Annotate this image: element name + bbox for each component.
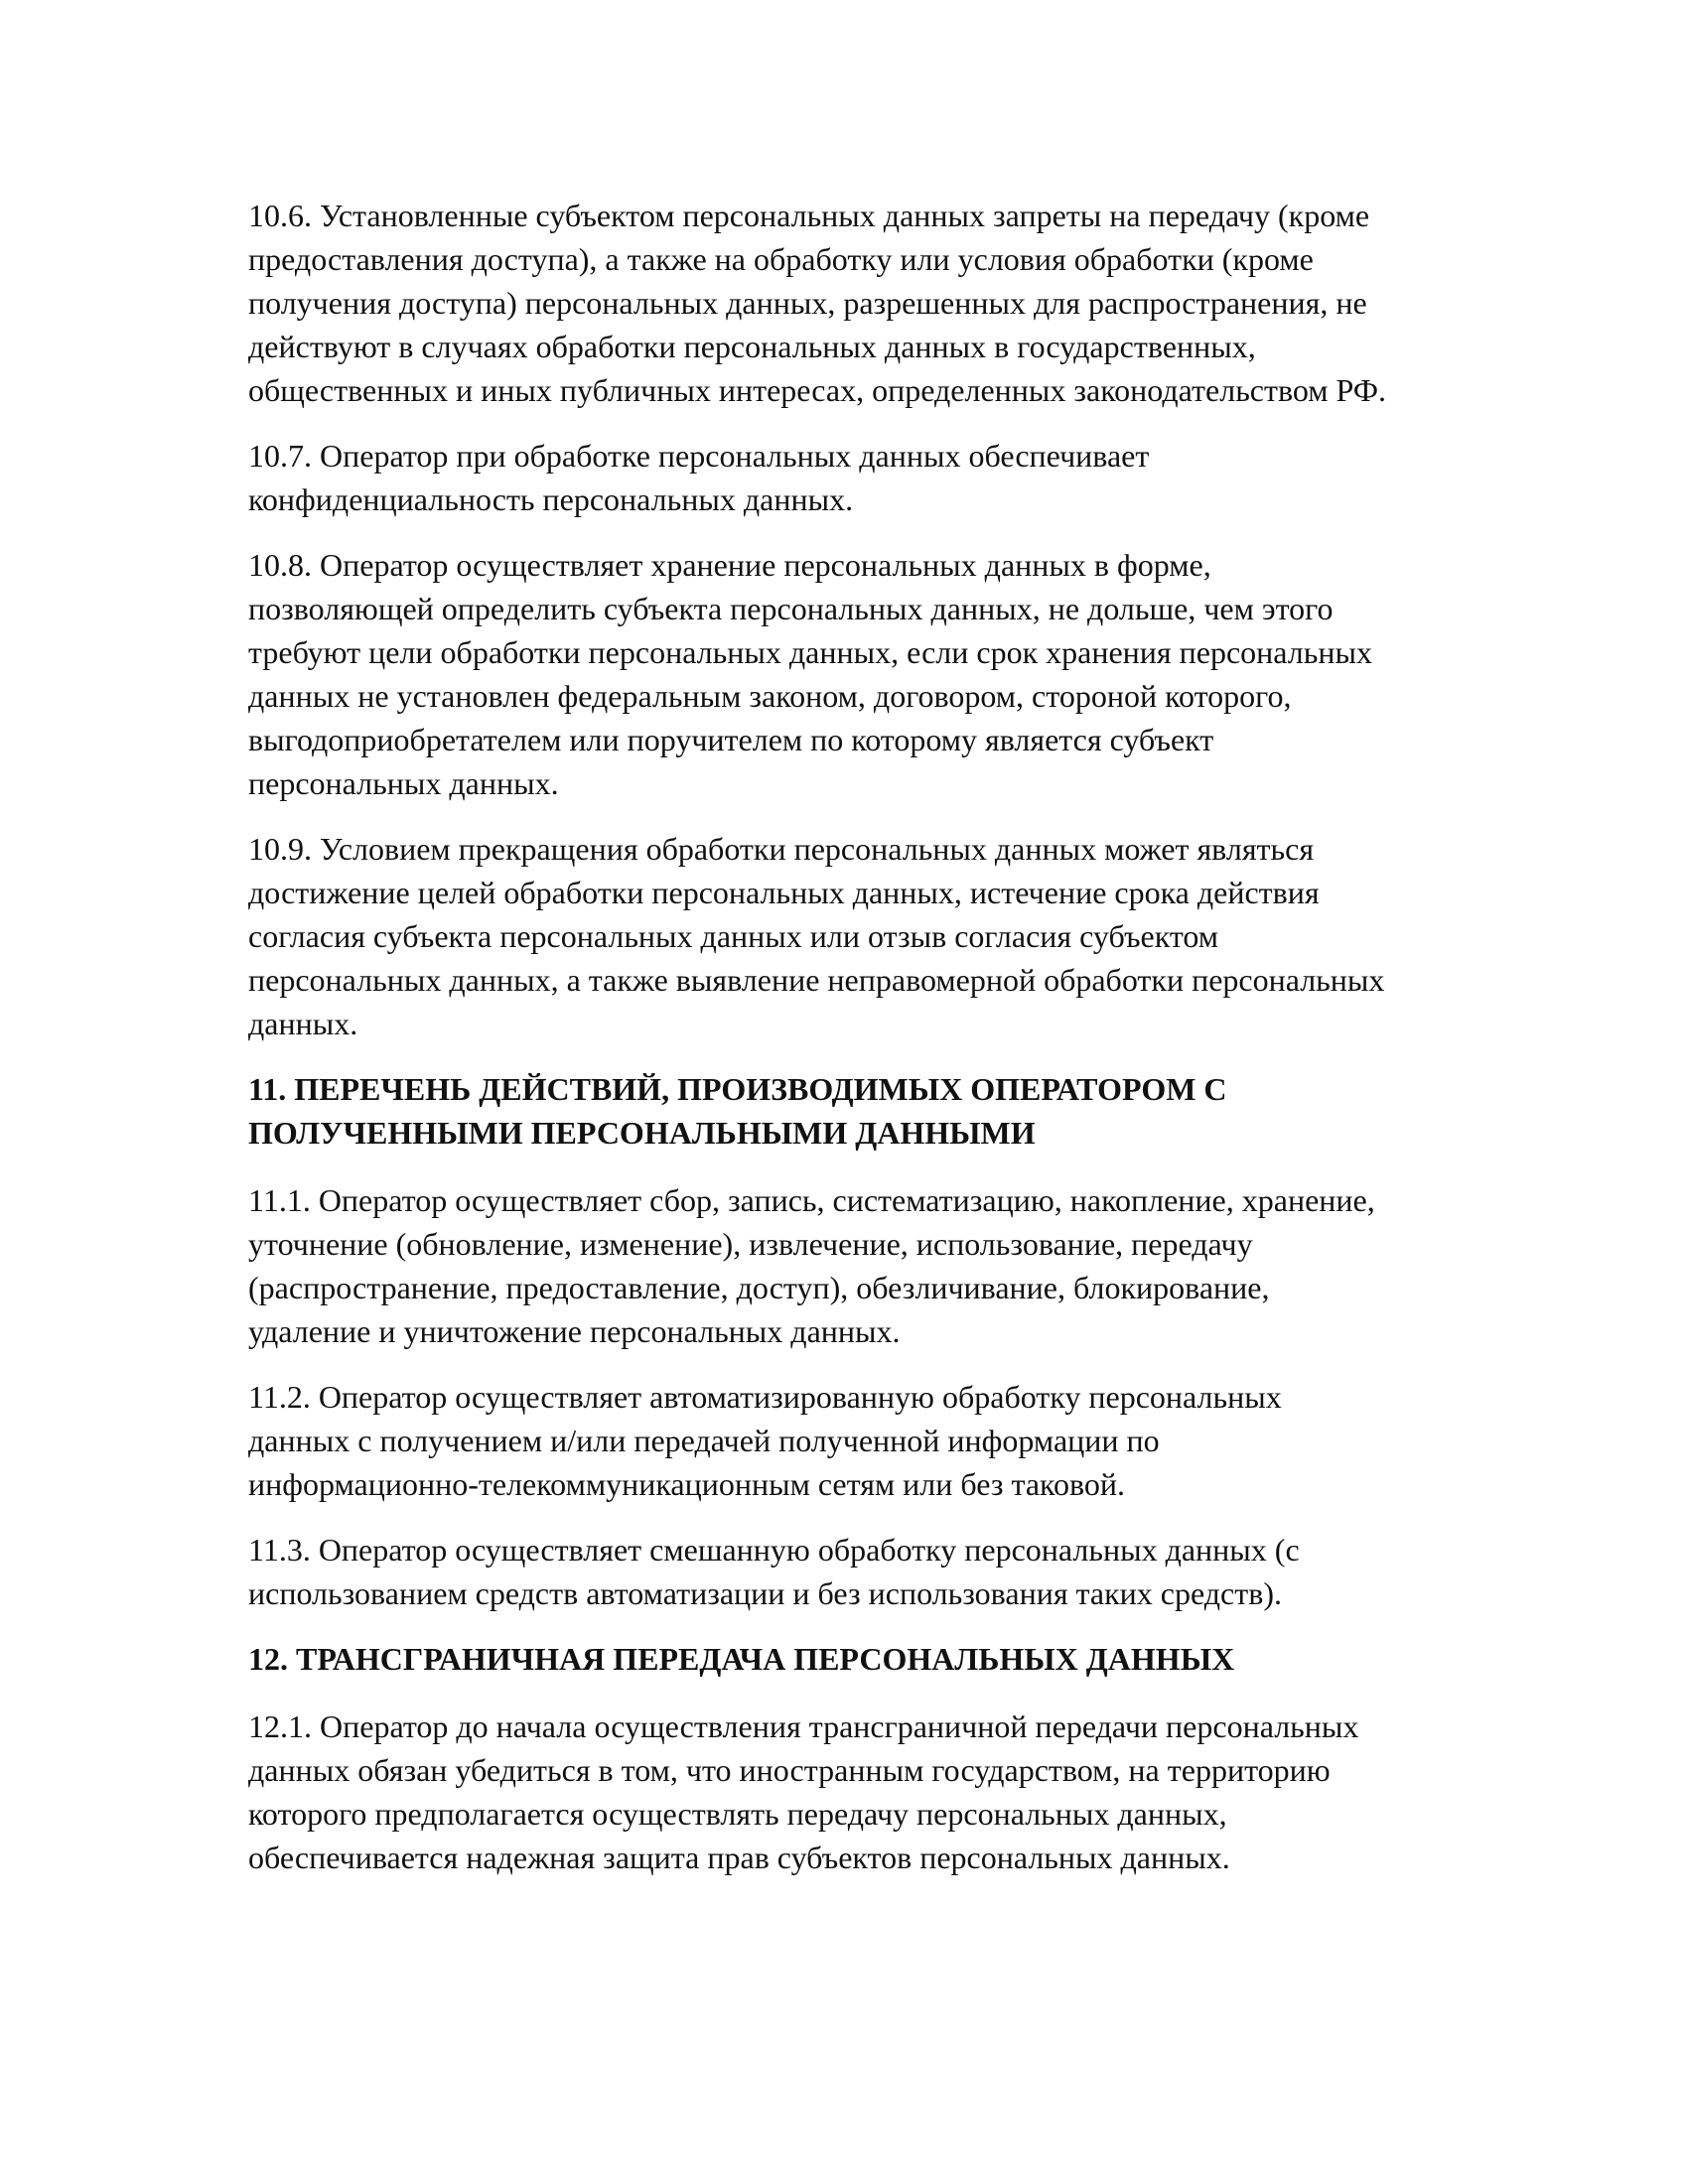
heading-line: 11. ПЕРЕЧЕНЬ ДЕЙСТВИЙ, ПРОИЗВОДИМЫХ ОПЕРАТОРОМ С — [248, 1071, 1227, 1107]
text-line: данных с получением и/или передачей полученной информации по — [248, 1423, 1160, 1458]
paragraph-10-7 — [248, 434, 1460, 521]
text-line: удаление и уничтожение персональных данных. — [248, 1313, 901, 1349]
text-line: 11.1. Оператор осуществляет сбор, запись, систематизацию, накопление, хранение, — [248, 1182, 1375, 1218]
document-page — [248, 194, 1460, 1901]
paragraph-11-2 — [248, 1375, 1460, 1506]
section-heading-11 — [248, 1067, 1460, 1155]
text-line: (распространение, предоставление, доступ), обезличивание, блокирование, — [248, 1270, 1270, 1305]
text-line: данных. — [248, 1006, 358, 1041]
text-line: предоставления доступа), а также на обработку или условия обработки (кроме — [248, 241, 1314, 277]
text-line: которого предполагается осуществлять передачу персональных данных, — [248, 1796, 1227, 1832]
text-line: согласия субъекта персональных данных или отзыв согласия субъектом — [248, 918, 1219, 954]
text-line: персональных данных, а также выявление неправомерной обработки персональных — [248, 962, 1385, 998]
heading-line: ПОЛУЧЕННЫМИ ПЕРСОНАЛЬНЫМИ ДАННЫМИ — [248, 1115, 1036, 1151]
text-line: достижение целей обработки персональных данных, истечение срока действия — [248, 875, 1320, 910]
text-line: конфиденциальность персональных данных. — [248, 481, 854, 517]
text-line: 10.9. Условием прекращения обработки персональных данных может являться — [248, 831, 1315, 867]
text-line: требуют цели обработки персональных данных, если срок хранения персональных — [248, 634, 1372, 670]
text-line: 10.8. Оператор осуществляет хранение персональных данных в форме, — [248, 547, 1211, 583]
section-heading-12 — [248, 1637, 1460, 1681]
text-line: данных не установлен федеральным законом, договором, стороной которого, — [248, 678, 1292, 714]
text-line: 11.2. Оператор осуществляет автоматизированную обработку персональных — [248, 1379, 1282, 1415]
text-line: 10.6. Установленные субъектом персональных данных запреты на передачу (кроме — [248, 198, 1370, 233]
paragraph-10-9 — [248, 827, 1460, 1045]
text-line: получения доступа) персональных данных, разрешенных для распространения, не — [248, 285, 1367, 321]
text-line: 12.1. Оператор до начала осуществления трансграничной передачи персональных — [248, 1708, 1359, 1744]
text-line: персональных данных. — [248, 765, 559, 801]
text-line: действуют в случаях обработки персональных данных в государственных, — [248, 329, 1256, 364]
paragraph-10-8 — [248, 543, 1460, 805]
heading-line: 12. ТРАНСГРАНИЧНАЯ ПЕРЕДАЧА ПЕРСОНАЛЬНЫХ ДАННЫХ — [248, 1641, 1235, 1677]
paragraph-10-6 — [248, 194, 1460, 412]
paragraph-11-3 — [248, 1528, 1460, 1615]
paragraph-11-1 — [248, 1178, 1460, 1353]
text-line: данных обязан убедиться в том, что иностранным государством, на территорию — [248, 1752, 1331, 1788]
text-line: уточнение (обновление, изменение), извлечение, использование, передачу — [248, 1226, 1253, 1262]
text-line: использованием средств автоматизации и без использования таких средств). — [248, 1575, 1282, 1611]
paragraph-12-1 — [248, 1705, 1460, 1879]
text-line: информационно-телекоммуникационным сетям или без таковой. — [248, 1466, 1125, 1502]
text-line: 10.7. Оператор при обработке персональных данных обеспечивает — [248, 438, 1150, 474]
text-line: обеспечивается надежная защита прав субъектов персональных данных. — [248, 1840, 1230, 1875]
text-line: позволяющей определить субъекта персональных данных, не дольше, чем этого — [248, 591, 1334, 626]
text-line: общественных и иных публичных интересах, определенных законодательством РФ. — [248, 372, 1387, 408]
text-line: выгодоприобретателем или поручителем по которому является субъект — [248, 722, 1214, 757]
text-line: 11.3. Оператор осуществляет смешанную обработку персональных данных (с — [248, 1532, 1300, 1568]
